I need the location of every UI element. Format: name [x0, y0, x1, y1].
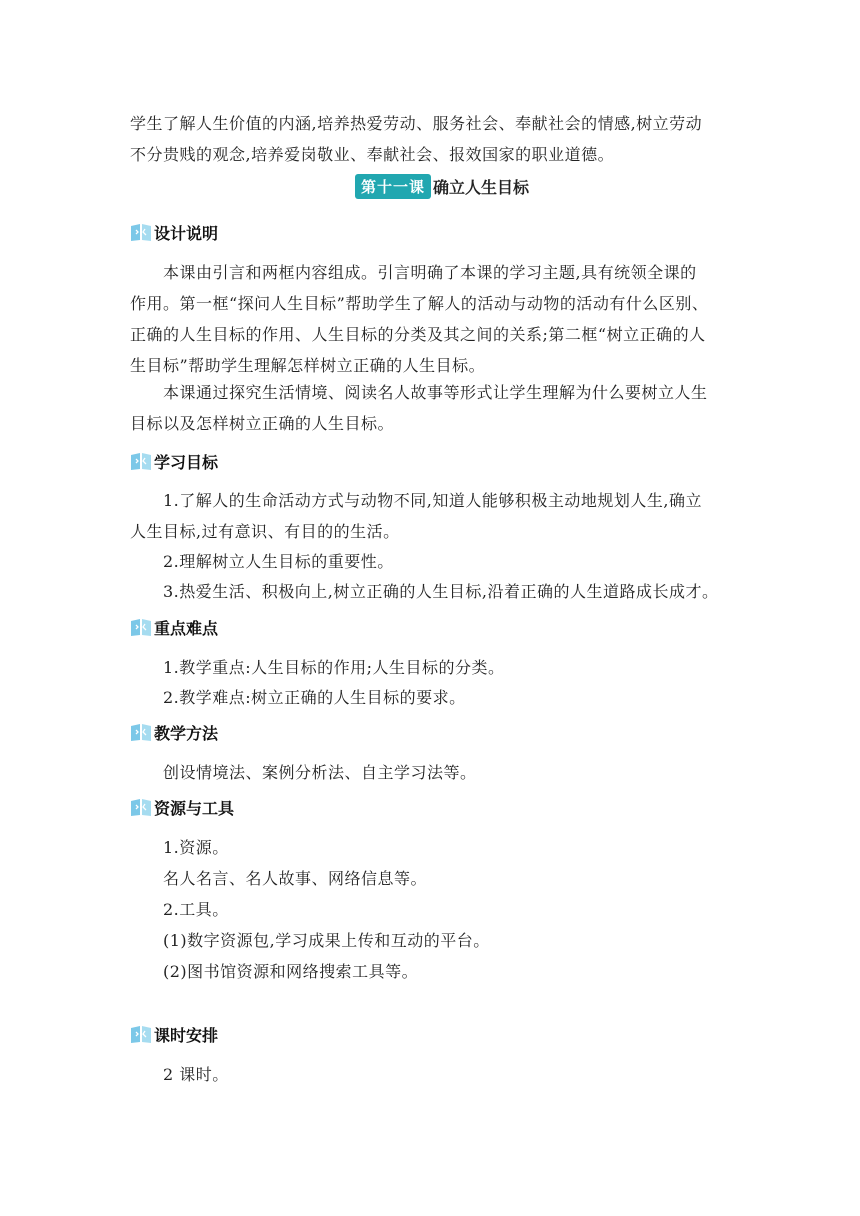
- text-line: (1)数字资源包,学习成果上传和互动的平台。: [163, 931, 490, 950]
- book-icon: [130, 797, 152, 817]
- goals-item-3: [130, 576, 763, 607]
- text-line: 正确的人生目标的作用、人生目标的分类及其之间的关系;第二框“树立正确的人: [130, 325, 706, 344]
- text-line: 本课由引言和两框内容组成。引言明确了本课的学习主题,具有统领全课的: [163, 263, 697, 282]
- book-icon: [130, 722, 152, 742]
- text-line: 2.工具。: [163, 900, 229, 919]
- text-line: 学生了解人生价值的内涵,培养热爱劳动、服务社会、奉献社会的情感,树立劳动: [130, 114, 703, 133]
- text-line: 作用。第一框“探问人生目标”帮助学生了解人的活动与动物的活动有什么区别、: [130, 294, 709, 313]
- goals-item-1: [130, 485, 763, 547]
- methods-text: [130, 757, 763, 788]
- book-icon: [130, 1024, 152, 1044]
- schedule-text: [130, 1059, 763, 1090]
- section-heading-keypoints: [130, 615, 218, 639]
- section-heading-resources: [130, 795, 234, 819]
- section-heading-methods: [130, 720, 218, 744]
- text-line: 1.教学重点:人生目标的作用;人生目标的分类。: [163, 658, 505, 677]
- text-line: 2.教学难点:树立正确的人生目标的要求。: [163, 688, 466, 707]
- design-paragraph-2: [130, 377, 763, 439]
- resources-list: [130, 832, 763, 987]
- section-heading-label: 资源与工具: [154, 798, 235, 818]
- section-heading-design: [130, 220, 218, 244]
- section-heading-label: 重点难点: [154, 618, 219, 638]
- keypoints-item-2: [130, 682, 763, 713]
- text-line: 本课通过探究生活情境、阅读名人故事等形式让学生理解为什么要树立人生: [163, 383, 708, 402]
- section-heading-goals: [130, 449, 218, 473]
- book-icon: [130, 451, 152, 471]
- text-line: 2 课时。: [163, 1065, 229, 1084]
- text-line: 目标以及怎样树立正确的人生目标。: [130, 414, 395, 433]
- text-line: 创设情境法、案例分析法、自主学习法等。: [163, 763, 477, 782]
- text-line: 不分贵贱的观念,培养爱岗敬业、奉献社会、报效国家的职业道德。: [130, 145, 615, 164]
- lesson-title: [355, 172, 529, 200]
- text-line: (2)图书馆资源和网络搜索工具等。: [163, 962, 419, 981]
- text-line: 名人名言、名人故事、网络信息等。: [163, 869, 428, 888]
- intro-paragraph: [130, 108, 730, 170]
- lesson-badge: 第十一课: [355, 174, 431, 199]
- section-heading-label: 课时安排: [154, 1025, 219, 1045]
- text-line: 1.资源。: [163, 838, 229, 857]
- section-heading-label: 教学方法: [154, 723, 219, 743]
- text-line: 2.理解树立人生目标的重要性。: [163, 552, 394, 571]
- text-line: 3.热爱生活、积极向上,树立正确的人生目标,沿着正确的人生道路成长成才。: [163, 582, 719, 601]
- lesson-name: 确立人生目标: [433, 177, 530, 197]
- book-icon: [130, 222, 152, 242]
- section-heading-schedule: [130, 1022, 218, 1046]
- design-paragraph-1: [130, 257, 763, 381]
- goals-item-2: [130, 546, 763, 577]
- book-icon: [130, 617, 152, 637]
- text-line: 人生目标,过有意识、有目的的生活。: [130, 522, 400, 541]
- keypoints-item-1: [130, 652, 763, 683]
- text-line: 生目标”帮助学生理解怎样树立正确的人生目标。: [130, 356, 486, 375]
- text-line: 1.了解人的生命活动方式与动物不同,知道人能够积极主动地规划人生,确立: [163, 491, 702, 510]
- section-heading-label: 设计说明: [154, 223, 219, 243]
- section-heading-label: 学习目标: [154, 452, 219, 472]
